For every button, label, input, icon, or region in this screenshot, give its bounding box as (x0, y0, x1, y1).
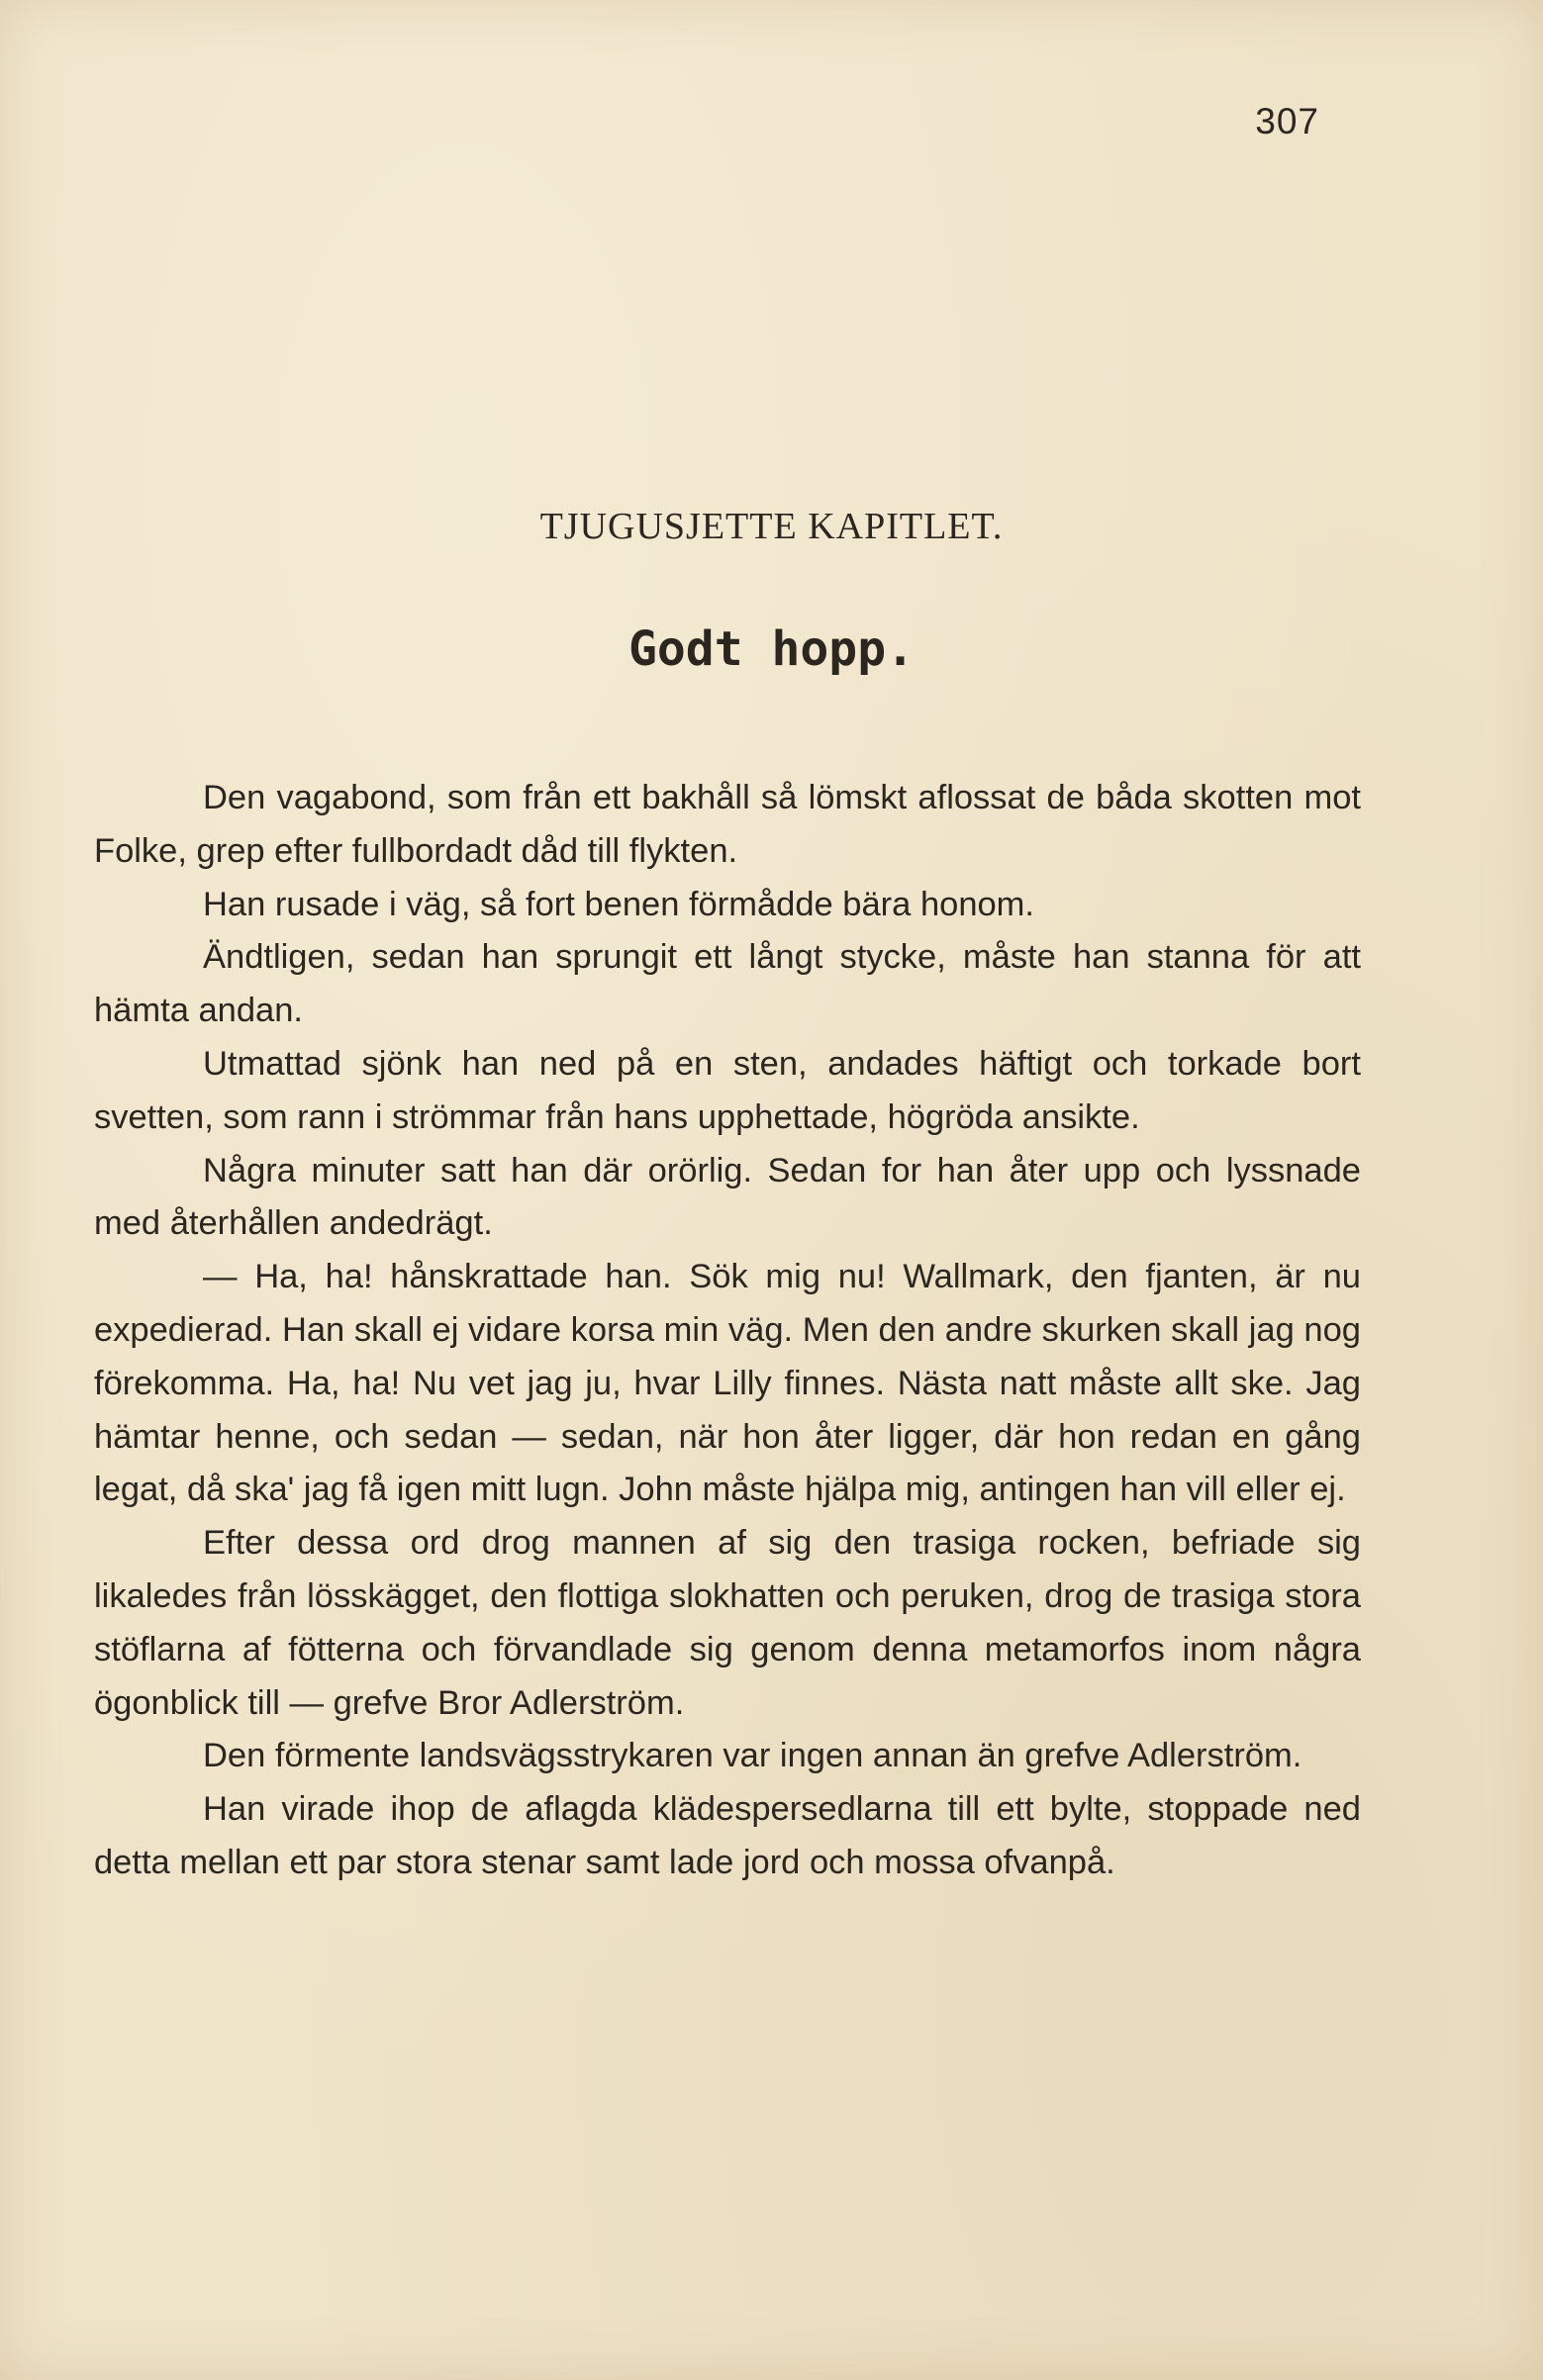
paragraph: Han rusade i väg, så fort benen förmådde bära honom. (203, 885, 1035, 923)
paragraph: Ändtligen, sedan han sprungit ett långt stycke, måste han stanna för att hämta andan. (94, 938, 1361, 1030)
page-number: 307 (1255, 101, 1319, 142)
paragraph: Den förmente landsvägsstrykaren var ingen annan än grefve Adlerström. (203, 1737, 1302, 1775)
paragraph: Efter dessa ord drog mannen af sig den trasiga rocken, befriade sig likaledes från lösskägget, den flottiga slokhatten och peruken, drog de trasiga stora stöflarna af fötterna och förvandlade sig genom denna metamorfos inom några ögonblick till — grefve Bror Adlerström. (94, 1524, 1361, 1722)
paragraph: Han virade ihop de aflagda klädespersedlarna till ett bylte, stoppade ned detta mellan ett par stora stenar samt lade jord och mossa ofvanpå. (94, 1790, 1361, 1881)
chapter-title: Godt hopp. (628, 621, 915, 677)
body-text (94, 772, 1361, 1890)
paragraph: — Ha, ha! hånskrattade han. Sök mig nu! Wallmark, den fjanten, är nu expedierad. Han skall ej vidare korsa min väg. Men den andre skurken skall jag nog förekomma. Ha, ha! Nu vet jag ju, hvar Lilly finnes. Nästa natt måste allt ske. Jag hämtar henne, och sedan — sedan, när hon åter ligger, där hon redan en gång legat, då ska' jag få igen mitt lugn. John måste hjälpa mig, antingen han vill eller ej. (94, 1258, 1361, 1509)
paragraph: Utmattad sjönk han ned på en sten, andades häftigt och torkade bort svetten, som rann i strömmar från hans upphettade, högröda ansikte. (94, 1044, 1361, 1136)
paragraph: Några minuter satt han där orörlig. Sedan for han åter upp och lyssnade med återhållen andedrägt. (94, 1151, 1361, 1243)
chapter-heading: TJUGUSJETTE KAPITLET. (539, 506, 1004, 547)
paragraph: Den vagabond, som från ett bakhåll så lömskt aflossat de båda skotten mot Folke, grep efter fullbordadt dåd till flykten. (94, 779, 1361, 870)
